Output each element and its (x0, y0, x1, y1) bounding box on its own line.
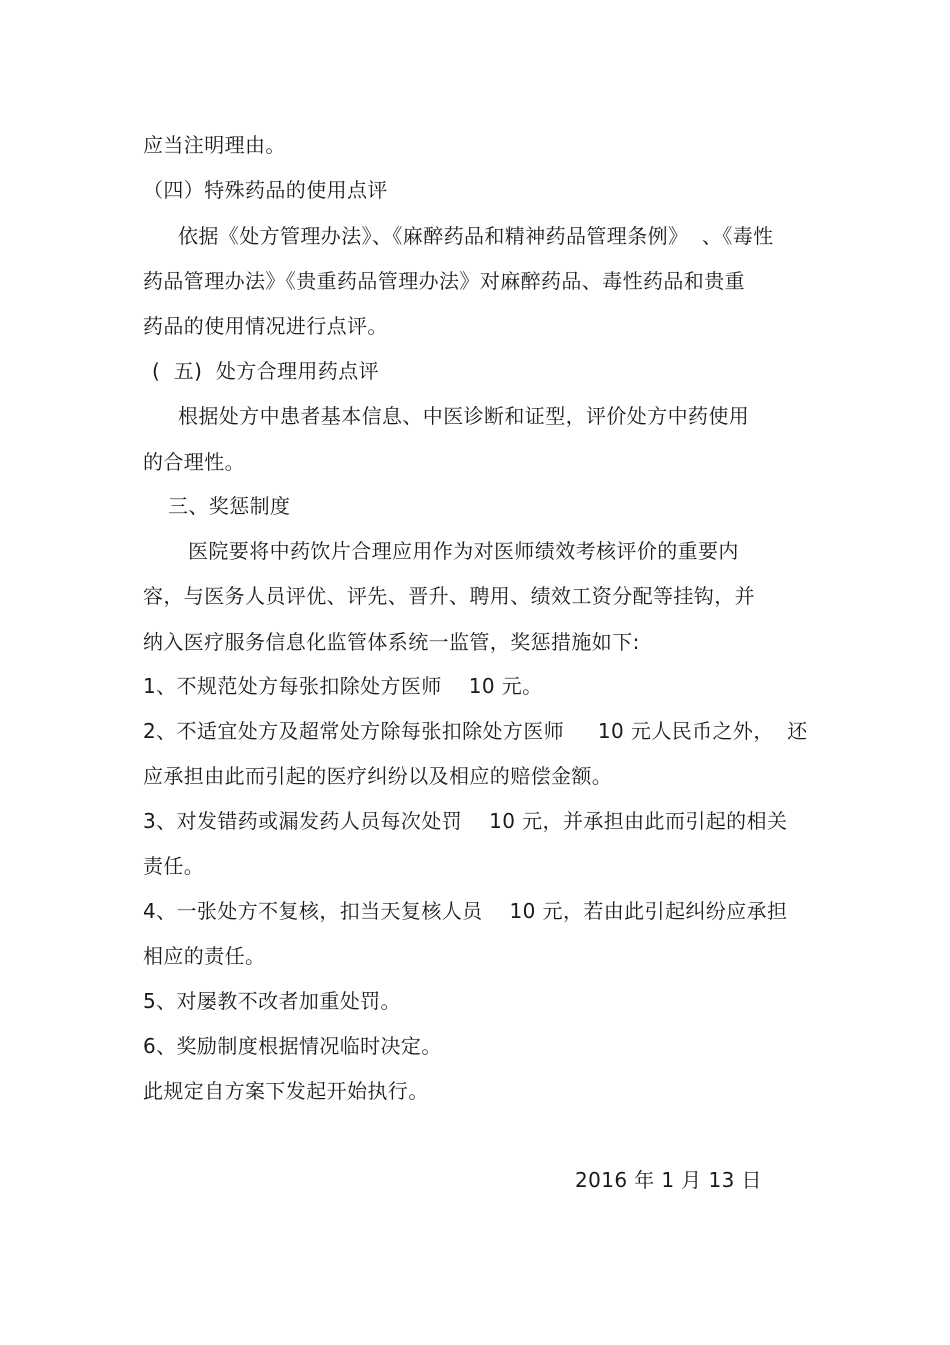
text-line: 根据处方中患者基本信息、中医诊断和证型，评价处方中药使用 (178, 404, 750, 428)
list-item: 1、不规范处方每张扣除处方医师 10 元。 (143, 674, 543, 698)
text-line: 药品的使用情况进行点评。 (143, 314, 388, 338)
text-line: 的合理性。 (143, 450, 245, 474)
section-heading: ( 五) 处方合理用药点评 (152, 359, 380, 383)
text-line: 依据《处方管理办法》、《麻醉药品和精神药品管理条例》 、《毒性 (178, 224, 774, 248)
document-date: 2016 年 1 月 13 日 (575, 1168, 762, 1192)
list-item: 4、一张处方不复核，扣当天复核人员 10 元，若由此引起纠纷应承担 (143, 899, 788, 923)
list-item: 6、奖励制度根据情况临时决定。 (143, 1034, 442, 1058)
text-line: 容，与医务人员评优、评先、晋升、聘用、绩效工资分配等挂钩，并 (143, 584, 755, 608)
text-line: 相应的责任。 (143, 944, 266, 968)
text-line: 纳入医疗服务信息化监管体系统一监管，奖惩措施如下: (143, 630, 640, 654)
list-item: 3、对发错药或漏发药人员每次处罚 10 元，并承担由此而引起的相关 (143, 809, 788, 833)
text-line: 药品管理办法》《贵重药品管理办法》对麻醉药品、毒性药品和贵重 (143, 269, 745, 293)
list-item: 5、对屡教不改者加重处罚。 (143, 989, 401, 1013)
section-heading: （四）特殊药品的使用点评 (143, 178, 388, 202)
text-line: 应当注明理由。 (143, 133, 286, 157)
text-line: 医院要将中药饮片合理应用作为对医师绩效考核评价的重要内 (188, 539, 739, 563)
list-item: 2、不适宜处方及超常处方除每张扣除处方医师 10 元人民币之外， 还 (143, 719, 808, 743)
text-line: 此规定自方案下发起开始执行。 (143, 1079, 429, 1103)
text-line: 应承担由此而引起的医疗纠纷以及相应的赔偿金额。 (143, 764, 613, 788)
section-heading: 三、奖惩制度 (168, 494, 291, 518)
text-line: 责任。 (143, 854, 205, 878)
